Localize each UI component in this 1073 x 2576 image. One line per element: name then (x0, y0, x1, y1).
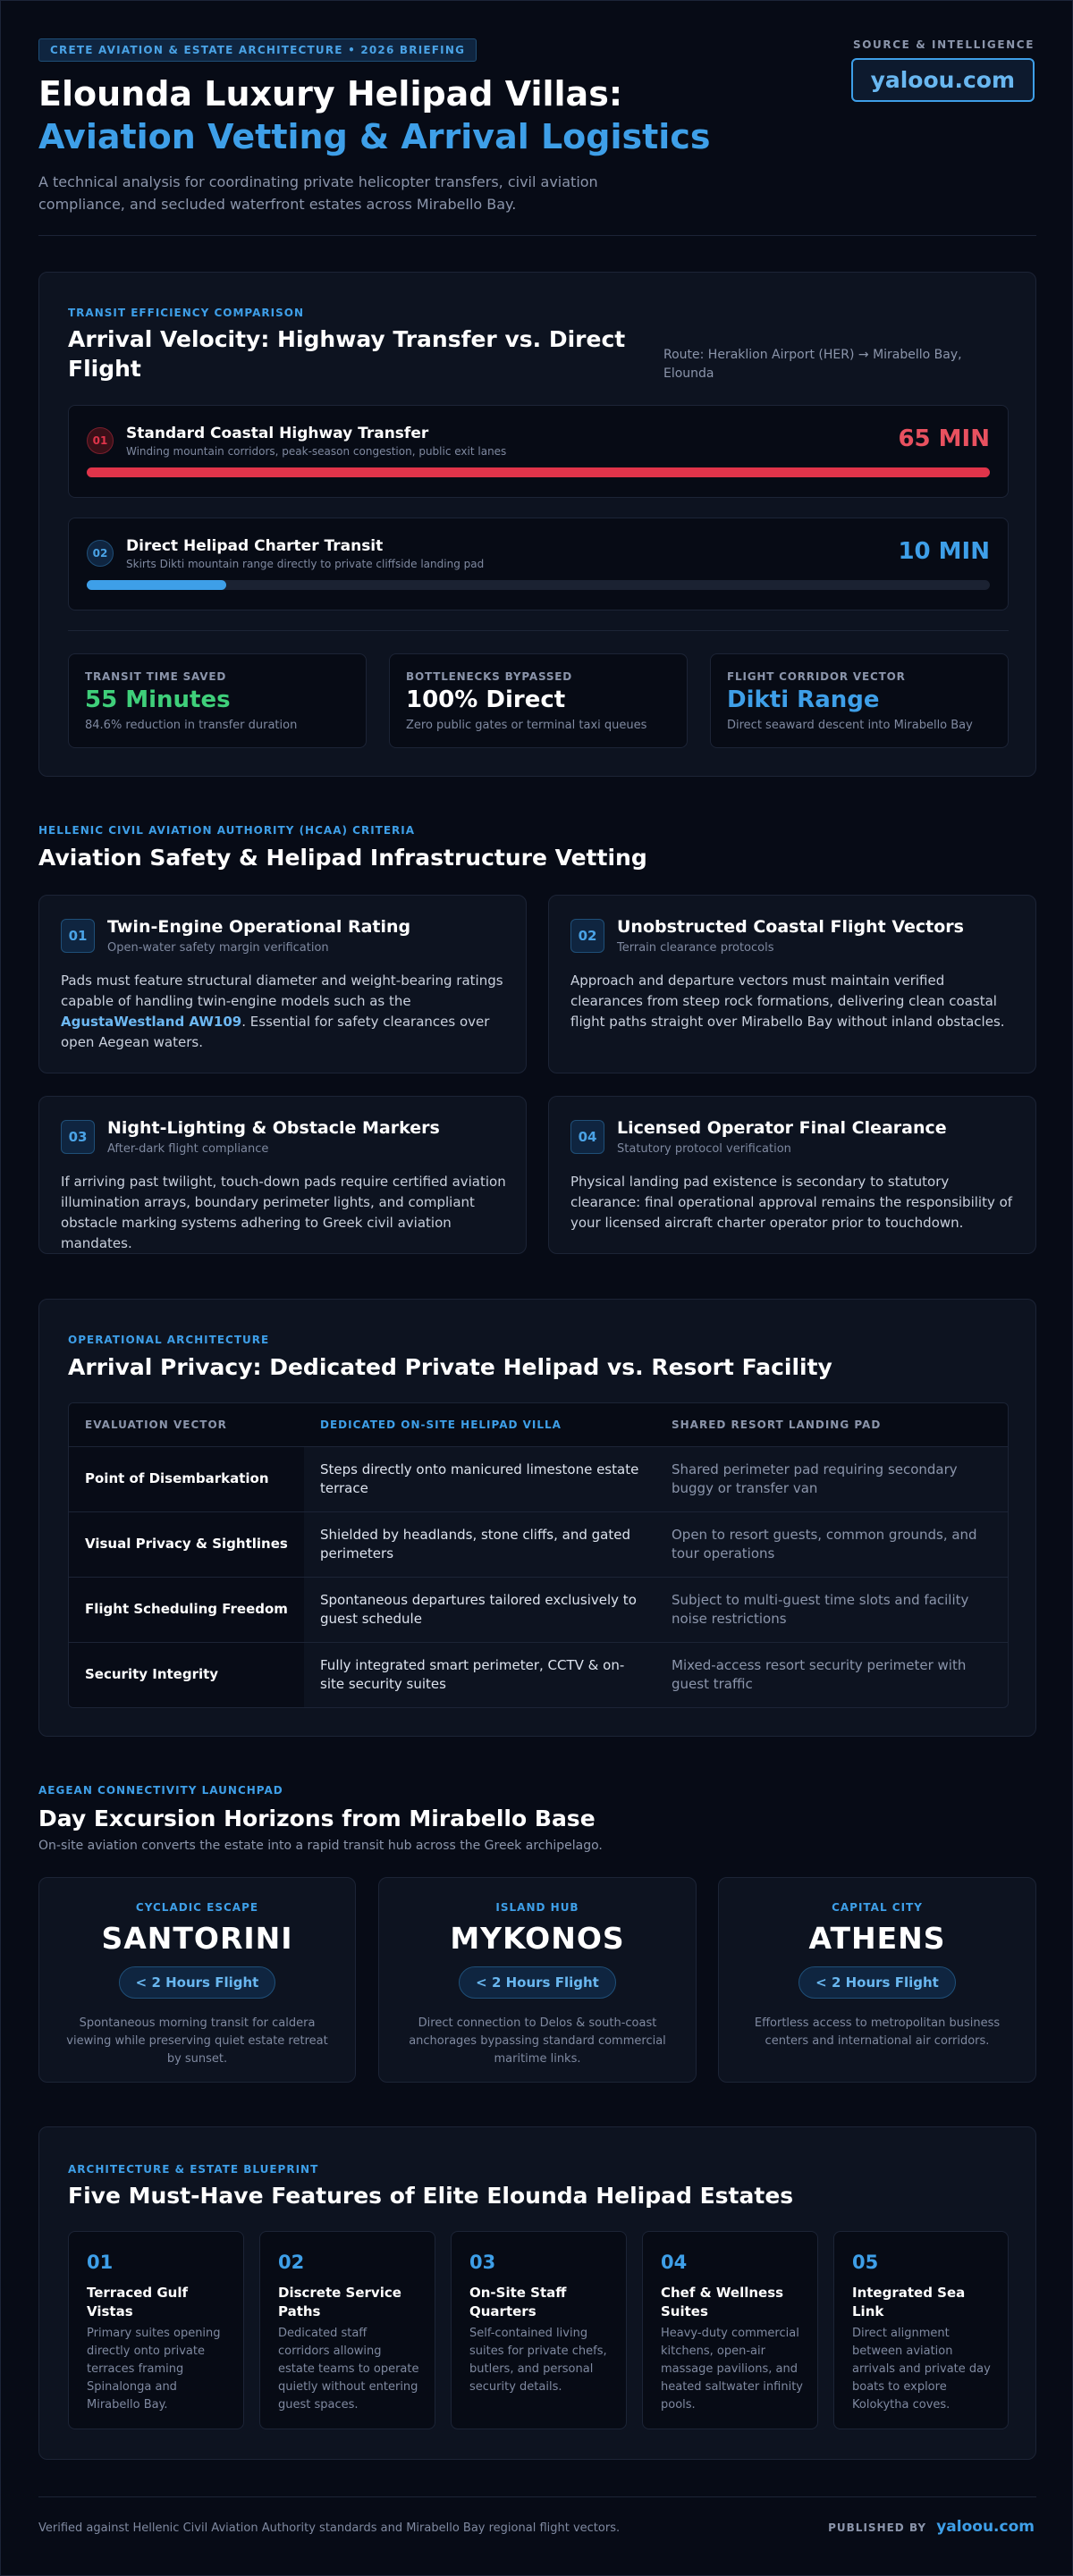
page-title-accent: Aviation Vetting & Arrival Logistics (38, 117, 711, 156)
feature-card (642, 2231, 818, 2429)
stat-note: 84.6% reduction in transfer duration (85, 719, 298, 732)
briefing-badge: CRETE AVIATION & ESTATE ARCHITECTURE • 2026 BRIEFING (38, 38, 477, 62)
transit-title: Arrival Velocity: Highway Transfer vs. Direct Flight (68, 326, 626, 382)
card-body-text: . Essential for safety clearances over open Aegean waters. (61, 1014, 490, 1050)
card-title: Unobstructed Coastal Flight Vectors (617, 917, 964, 937)
card-title: Night-Lighting & Obstacle Markers (107, 1118, 440, 1138)
card-body (61, 971, 508, 1053)
card-number: 01 (61, 919, 95, 953)
private-value: Shielded by headlands, stone cliffs, and gated perimeters (304, 1511, 655, 1577)
flight-time-pill: < 2 Hours Flight (798, 1966, 956, 1999)
private-value: Steps directly onto manicured limestone estate terrace (304, 1446, 655, 1511)
page-subtitle: A technical analysis for coordinating private helicopter transfers, civil aviation compliance, and secluded waterfront estates across Mirabello Bay. (38, 173, 598, 213)
stat-note: Direct seaward descent into Mirabello Bay (727, 719, 973, 732)
feature-card (833, 2231, 1009, 2429)
card-body: Approach and departure vectors must maintain verified clearances from steep rock formations, delivering clean coastal flight paths straight over Mirabello Bay without inland obstacles. (570, 972, 1005, 1030)
excursions-kicker: AEGEAN CONNECTIVITY LAUNCHPAD (38, 1784, 283, 1797)
feature-description: Heavy-duty commercial kitchens, open-air massage pavilions, and heated saltwater infinity pools. (661, 2327, 803, 2412)
private-value: Spontaneous departures tailored exclusively to guest schedule (304, 1577, 655, 1642)
stat-value: 55 Minutes (85, 686, 231, 713)
feature-number: 04 (661, 2252, 688, 2273)
table-row (69, 1577, 1008, 1642)
features-title: Five Must-Have Features of Elite Elounda Helipad Estates (68, 2183, 794, 2209)
feature-number: 01 (87, 2252, 114, 2273)
privacy-panel (38, 1299, 1036, 1737)
feature-description: Primary suites opening directly onto private terraces framing Spinalonga and Mirabello Bay. (87, 2327, 221, 2412)
column-header: EVALUATION VECTOR (69, 1403, 304, 1446)
stat-label: TRANSIT TIME SAVED (85, 670, 227, 683)
feature-description: Self-contained living suites for private chefs, butlers, and personal security details. (469, 2327, 607, 2394)
table-row (69, 1511, 1008, 1577)
card-number: 04 (570, 1120, 604, 1154)
row-description: Skirts Dikti mountain range directly to private cliffside landing pad (126, 558, 485, 570)
feature-number: 02 (278, 2252, 305, 2273)
privacy-title: Arrival Privacy: Dedicated Private Helipad vs. Resort Facility (68, 1354, 832, 1380)
transit-kicker: TRANSIT EFFICIENCY COMPARISON (68, 307, 304, 319)
row-title: Direct Helipad Charter Transit (126, 537, 384, 555)
excursions-subtitle: On-site aviation converts the estate into a rapid transit hub across the Greek archipelago. (38, 1839, 603, 1853)
row-vector: Security Integrity (69, 1642, 304, 1707)
destination-name: MYKONOS (450, 1921, 625, 1956)
header-divider (38, 235, 1036, 236)
resort-value: Open to resort guests, common grounds, and tour operations (655, 1511, 1008, 1577)
stat-label: BOTTLENECKS BYPASSED (406, 670, 573, 683)
stat-time-saved (68, 653, 367, 748)
progress-fill (87, 467, 990, 477)
published-label: PUBLISHED BY (828, 2521, 927, 2534)
footer-brand-link[interactable]: yaloou.com (936, 2518, 1035, 2536)
stat-value: Dikti Range (727, 686, 880, 713)
destination-description: Effortless access to metropolitan business centers and international air corridors. (754, 2016, 1001, 2048)
feature-title: On-Site Staff Quarters (469, 2285, 567, 2319)
feature-card (259, 2231, 435, 2429)
destination-name: SANTORINI (101, 1921, 293, 1956)
column-header: DEDICATED ON-SITE HELIPAD VILLA (304, 1403, 655, 1446)
destination-name: ATHENS (808, 1921, 946, 1956)
transit-divider (68, 630, 1009, 631)
destination-kicker: ISLAND HUB (495, 1901, 579, 1914)
privacy-kicker: OPERATIONAL ARCHITECTURE (68, 1334, 270, 1346)
stat-flight-corridor (710, 653, 1009, 748)
comparison-table (68, 1402, 1009, 1708)
destination-card-athens (718, 1877, 1036, 2083)
feature-title: Chef & Wellness Suites (661, 2285, 784, 2319)
row-description: Winding mountain corridors, peak-season congestion, public exit lanes (126, 445, 507, 458)
flight-time-pill: < 2 Hours Flight (459, 1966, 616, 1999)
progress-track (87, 467, 990, 477)
footer-divider (38, 2496, 1036, 2497)
card-body: If arriving past twilight, touch-down pads require certified aviation illumination arrays, boundary perimeter lights, and compliant obstacle marking systems adhering to Greek civil aviation mandates. (61, 1174, 506, 1251)
comparison-table-grid (69, 1403, 1008, 1707)
feature-card (68, 2231, 244, 2429)
row-title: Standard Coastal Highway Transfer (126, 425, 429, 442)
row-value: 10 MIN (898, 538, 990, 565)
card-body-text: Pads must feature structural diameter and weight-bearing ratings capable of handling twin-engine models such as the (61, 972, 503, 1009)
criteria-kicker: HELLENIC CIVIL AVIATION AUTHORITY (HCAA) CRITERIA (38, 824, 416, 837)
criteria-card-flight-vectors (548, 895, 1036, 1073)
feature-number: 03 (469, 2252, 496, 2273)
progress-track (87, 580, 990, 590)
row-number: 01 (87, 427, 114, 454)
feature-description: Direct alignment between aviation arrivals and private day boats to explore Kolokytha coves. (852, 2327, 991, 2412)
feature-number: 05 (852, 2252, 879, 2273)
resort-value: Mixed-access resort security perimeter with guest traffic (655, 1642, 1008, 1707)
card-number: 02 (570, 919, 604, 953)
destination-kicker: CAPITAL CITY (832, 1901, 923, 1914)
transit-panel (38, 272, 1036, 777)
card-subtitle: Open-water safety margin verification (107, 941, 329, 955)
row-value: 65 MIN (898, 425, 990, 452)
feature-title: Terraced Gulf Vistas (87, 2285, 189, 2319)
feature-card (451, 2231, 627, 2429)
destination-card-mykonos (378, 1877, 697, 2083)
table-row (69, 1446, 1008, 1511)
helipad-charter-row (68, 518, 1009, 610)
criteria-card-twin-engine (38, 895, 527, 1073)
features-panel (38, 2126, 1036, 2460)
card-body: Physical landing pad existence is secondary to statutory clearance: final operational approval remains the responsibility of your licensed aircraft charter operator prior to touchdown. (570, 1174, 1013, 1231)
card-title: Twin-Engine Operational Rating (107, 917, 411, 937)
feature-title: Discrete Service Paths (278, 2285, 401, 2319)
resort-value: Shared perimeter pad requiring secondary buggy or transfer van (655, 1446, 1008, 1511)
destination-description: Spontaneous morning transit for caldera viewing while preserving quiet estate retreat by sunset. (66, 2016, 328, 2066)
card-subtitle: After-dark flight compliance (107, 1142, 269, 1156)
table-row (69, 1642, 1008, 1707)
flight-time-pill: < 2 Hours Flight (119, 1966, 276, 1999)
destination-description: Direct connection to Delos & south-coast anchorages bypassing standard commercial maritime links. (409, 2016, 666, 2066)
criteria-card-night-lighting (38, 1096, 527, 1254)
brand-link[interactable]: yaloou.com (851, 58, 1035, 102)
source-label: SOURCE & INTELLIGENCE (853, 38, 1035, 51)
card-number: 03 (61, 1120, 95, 1154)
source-block (851, 38, 1035, 102)
aircraft-model-highlight: AgustaWestland AW109 (61, 1014, 242, 1030)
column-header: SHARED RESORT LANDING PAD (655, 1403, 1008, 1446)
table-header-row (69, 1403, 1008, 1446)
row-vector: Visual Privacy & Sightlines (69, 1511, 304, 1577)
excursions-title: Day Excursion Horizons from Mirabello Base (38, 1806, 596, 1831)
criteria-title: Aviation Safety & Helipad Infrastructure Vetting (38, 845, 647, 871)
features-kicker: ARCHITECTURE & ESTATE BLUEPRINT (68, 2163, 319, 2176)
stat-value: 100% Direct (406, 686, 566, 713)
row-number: 02 (87, 540, 114, 567)
row-vector: Point of Disembarkation (69, 1446, 304, 1511)
footer-note: Verified against Hellenic Civil Aviation Authority standards and Mirabello Bay regional flight vectors. (38, 2521, 621, 2535)
stat-label: FLIGHT CORRIDOR VECTOR (727, 670, 906, 683)
page-title: Elounda Luxury Helipad Villas: (38, 74, 623, 114)
footer-publisher (828, 2518, 1035, 2536)
destination-kicker: CYCLADIC ESCAPE (135, 1901, 259, 1914)
criteria-card-operator-clearance (548, 1096, 1036, 1254)
feature-description: Dedicated staff corridors allowing estate teams to operate quietly without entering guest spaces. (278, 2327, 419, 2412)
card-subtitle: Statutory protocol verification (617, 1142, 791, 1156)
private-value: Fully integrated smart perimeter, CCTV & on-site security suites (304, 1642, 655, 1707)
destination-card-santorini (38, 1877, 356, 2083)
resort-value: Subject to multi-guest time slots and facility noise restrictions (655, 1577, 1008, 1642)
progress-fill (87, 580, 226, 590)
row-vector: Flight Scheduling Freedom (69, 1577, 304, 1642)
stat-bottlenecks (389, 653, 688, 748)
card-subtitle: Terrain clearance protocols (617, 941, 774, 955)
highway-transfer-row (68, 405, 1009, 498)
stat-note: Zero public gates or terminal taxi queues (406, 719, 647, 732)
transit-route: Route: Heraklion Airport (HER) → Mirabello Bay, Elounda (663, 348, 962, 381)
feature-title: Integrated Sea Link (852, 2285, 966, 2319)
card-title: Licensed Operator Final Clearance (617, 1118, 947, 1138)
